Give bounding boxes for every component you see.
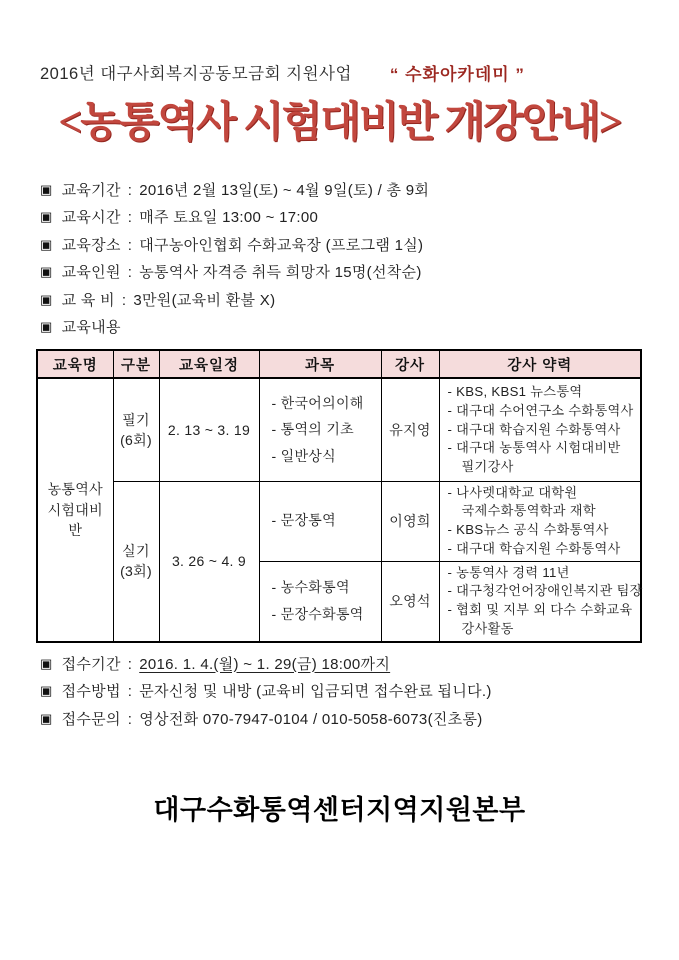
square-bullet-icon: ▣ <box>40 236 53 252</box>
career-cell <box>439 481 641 561</box>
subject-line: - 한국어의이해 <box>271 394 364 411</box>
square-bullet-icon: ▣ <box>40 264 53 280</box>
info-item-education-period <box>40 182 679 199</box>
career-line: - 나사렛대학교 대학원 <box>447 484 578 500</box>
info-label: 교육장소 <box>61 236 121 254</box>
registration-period-value: 2016. 1. 4.(월) ~ 1. 29(금) 18:00까지 <box>139 655 391 673</box>
info-item-education-place <box>40 237 679 254</box>
category-line: 실기 <box>122 542 150 559</box>
subjects-cell <box>259 378 381 481</box>
square-bullet-icon: ▣ <box>40 683 53 699</box>
info-label: 접수방법 <box>61 683 121 701</box>
career-line: - KBS뉴스 공식 수화통역사 <box>447 522 609 538</box>
colon-separator: : <box>127 710 133 728</box>
square-bullet-icon: ▣ <box>40 655 53 671</box>
table-header-instructor-career: 강사 약력 <box>439 350 641 378</box>
colon-separator: : <box>121 291 127 309</box>
colon-separator: : <box>127 655 133 673</box>
career-cell <box>439 561 641 641</box>
schedule-cell: 2. 13 ~ 3. 19 <box>159 378 259 481</box>
career-line: - 대구청각언어장애인복지관 팀장 <box>447 583 643 599</box>
subject-line: - 문장수화통역 <box>271 605 364 622</box>
colon-separator: : <box>127 209 133 227</box>
course-schedule-table <box>36 349 642 642</box>
table-header-category: 구분 <box>113 350 159 378</box>
career-line: - 대구대 수어연구소 수화통역사 <box>447 402 634 418</box>
subject-line: - 문장통역 <box>271 512 336 529</box>
square-bullet-icon: ▣ <box>40 319 53 335</box>
table-header-course-name: 교육명 <box>37 350 113 378</box>
career-line: - 농통역사 경력 11년 <box>447 564 570 580</box>
instructor-cell: 유지영 <box>381 378 439 481</box>
info-label: 교 육 비 <box>61 291 115 309</box>
info-item-registration-period <box>40 656 679 673</box>
info-item-registration-method <box>40 683 679 700</box>
colon-separator: : <box>127 181 133 199</box>
schedule-cell: 3. 26 ~ 4. 9 <box>159 481 259 641</box>
square-bullet-icon: ▣ <box>40 209 53 225</box>
category-cell <box>113 481 159 641</box>
table-head <box>37 350 641 378</box>
registration-info-list <box>40 656 679 728</box>
square-bullet-icon: ▣ <box>40 291 53 307</box>
info-value: 대구농아인협회 수화교육장 (프로그램 1실) <box>139 236 424 254</box>
education-info-list <box>40 182 679 337</box>
academy-label: “ 수화아카데미 ” <box>389 65 525 84</box>
category-line: 필기 <box>122 411 150 428</box>
career-cell <box>439 378 641 481</box>
info-item-education-content <box>40 319 679 336</box>
info-item-education-fee <box>40 292 679 309</box>
info-label: 접수기간 <box>61 655 121 673</box>
square-bullet-icon: ▣ <box>40 710 53 726</box>
career-line: - 대구대 농통역사 시험대비반 <box>447 440 621 456</box>
category-line: (6회) <box>120 431 152 448</box>
career-line: 국제수화통역학과 재학 <box>461 503 596 519</box>
subject-line: - 통역의 기초 <box>271 421 354 438</box>
career-line: - 협회 및 지부 외 다수 수화교육 <box>447 602 633 618</box>
colon-separator: : <box>127 236 133 254</box>
program-subtitle: 2016년 대구사회복지공동모금회 지원사업 <box>40 65 352 83</box>
career-line: 강사활동 <box>461 620 514 636</box>
document-header <box>0 0 679 85</box>
info-label: 교육내용 <box>61 319 121 337</box>
career-line: - 대구대 학습지원 수화통역사 <box>447 540 621 556</box>
organization-name: 대구수화통역센터지역지원본부 <box>153 795 526 825</box>
info-value: 농통역사 자격증 취득 희망자 15명(선착순) <box>139 264 422 282</box>
info-item-education-time <box>40 209 679 226</box>
info-value: 매주 토요일 13:00 ~ 17:00 <box>139 209 319 227</box>
colon-separator: : <box>127 264 133 282</box>
course-name-line: 시험대비반 <box>47 501 103 539</box>
colon-separator: : <box>127 683 133 701</box>
info-label: 교육기간 <box>61 181 121 199</box>
table-header-instructor: 강사 <box>381 350 439 378</box>
info-item-registration-contact <box>40 711 679 728</box>
subject-line: - 일반상식 <box>271 447 336 464</box>
subjects-cell <box>259 481 381 561</box>
info-label: 교육시간 <box>61 209 121 227</box>
table-row-practical-test-1 <box>37 481 641 561</box>
square-bullet-icon: ▣ <box>40 181 53 197</box>
info-label: 접수문의 <box>61 710 121 728</box>
career-line: 필기강사 <box>461 459 514 475</box>
category-line: (3회) <box>120 563 152 580</box>
career-line: - 대구대 학습지원 수화통역사 <box>447 421 621 437</box>
subjects-cell <box>259 561 381 641</box>
subject-line: - 농수화통역 <box>271 579 350 596</box>
instructor-cell: 이영희 <box>381 481 439 561</box>
table-row-written-test <box>37 378 641 481</box>
page-title: <농통역사 시험대비반 개강안내> <box>58 100 621 146</box>
info-value: 영상전화 070-7947-0104 / 010-5058-6073(진초롱) <box>139 710 483 728</box>
category-cell <box>113 378 159 481</box>
info-value: 2016년 2월 13일(토) ~ 4월 9일(토) / 총 9회 <box>139 181 430 199</box>
info-value: 3만원(교육비 환불 X) <box>133 291 276 309</box>
info-item-education-capacity <box>40 264 679 281</box>
instructor-cell: 오영석 <box>381 561 439 641</box>
info-label: 교육인원 <box>61 264 121 282</box>
career-line: - KBS, KBS1 뉴스통역 <box>447 384 583 400</box>
info-value: 문자신청 및 내방 (교육비 입금되면 접수완료 됩니다.) <box>139 683 492 701</box>
course-name-cell <box>37 378 113 641</box>
course-name-line: 농통역사 <box>47 481 103 498</box>
table-body <box>37 378 641 641</box>
table-header-schedule: 교육일정 <box>159 350 259 378</box>
table-header-subject: 과목 <box>259 350 381 378</box>
